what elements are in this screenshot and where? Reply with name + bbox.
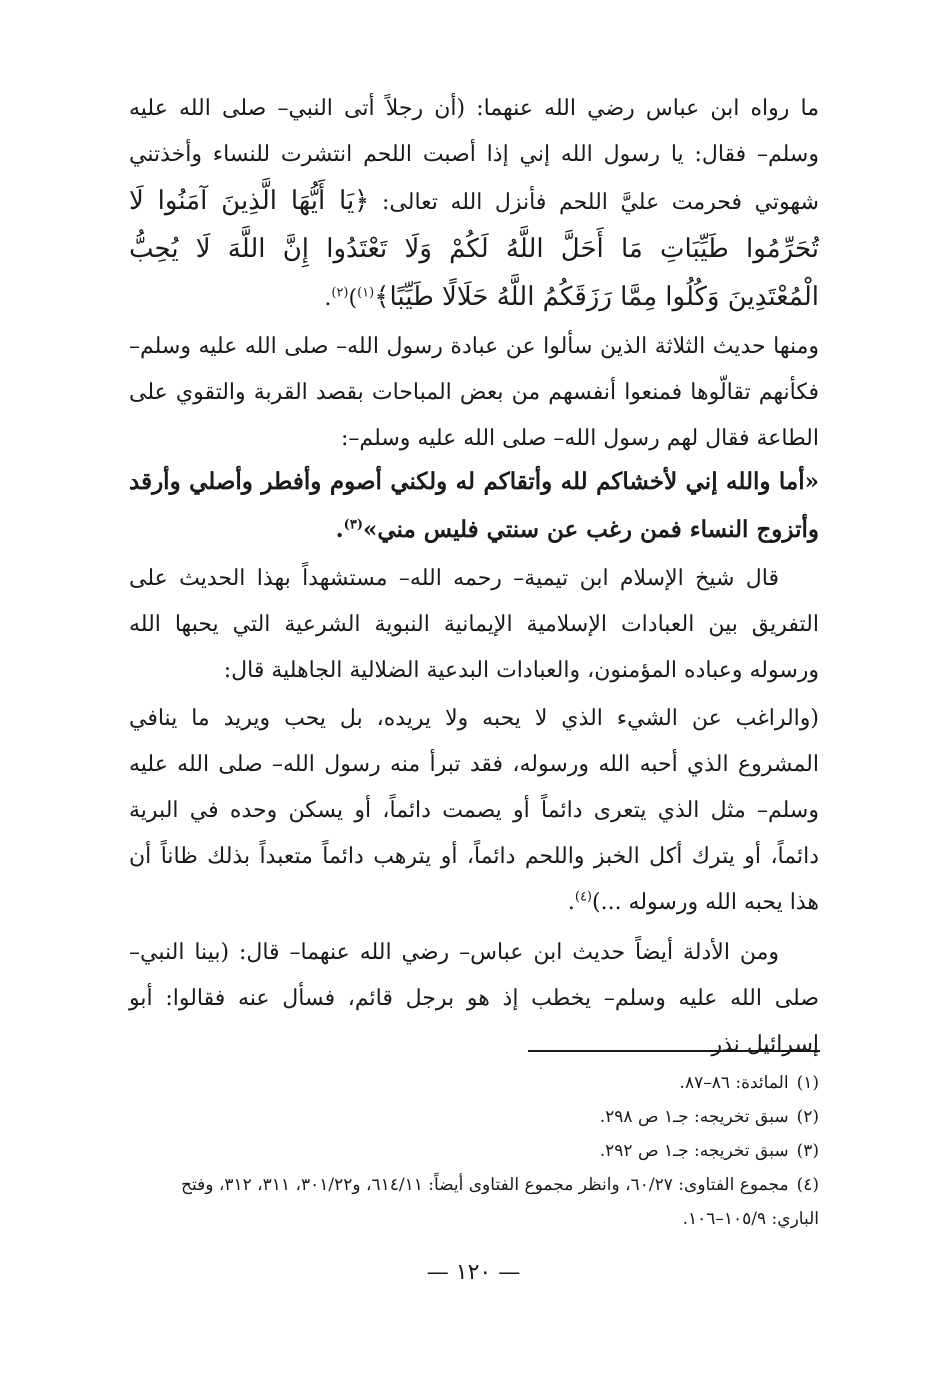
- footnote-text: سبق تخريجه: جـ١ ص ٢٩٨.: [599, 1107, 789, 1127]
- footnote-separator: [528, 1050, 820, 1052]
- footnote-ref-2: (٢): [331, 285, 349, 301]
- page-number: — ١٢٠ —: [426, 1260, 521, 1285]
- footnote-item: [129, 1100, 819, 1134]
- footnote-number: (٣): [796, 1141, 819, 1161]
- paragraph-1-intro: ما رواه ابن عباس رضي الله عنهما: (أن رجلاً أتى النبي– صلى الله عليه وسلم– فقال: يا رسول الله إني إذا أصبت اللحم انتشرت للنساء وأخذتني شهوتي فحرمت عليَّ اللحم فأنزل الله تعالى:: [129, 96, 820, 215]
- footnote-ref-4: (٤): [574, 889, 592, 905]
- paragraph-4-end: .: [567, 890, 575, 915]
- hadith-quote: [129, 458, 819, 554]
- quran-verse: ﴿يَا أَيُّهَا الَّذِينَ آمَنُوا لَا تُحَرِّمُوا طَيِّبَاتِ مَا أَحَلَّ اللَّهُ لَكُمْ وَلَا تَعْتَدُوا إِنَّ اللَّهَ لَا يُحِبُّ الْمُعْتَدِينَ وَكُلُوا مِمَّا رَزَقَكُمُ اللَّهُ حَلَالًا طَيِّبًا﴾: [129, 186, 819, 312]
- paragraph-3: قال شيخ الإسلام ابن تيمية– رحمه الله– مستشهداً بهذا الحديث على التفريق بين العبادات الإسلامية الإيمانية النبوية الشرعية التي يحبها الله ورسوله وعباده المؤمنون، والعبادات البدعية الضلالية الجاهلية قال:: [129, 566, 819, 683]
- footnote-ref-1: (١): [357, 285, 375, 301]
- footnotes-list: [129, 1066, 819, 1236]
- footnote-text: المائدة: ٨٦–٨٧.: [679, 1073, 789, 1093]
- footnote-item: [129, 1168, 819, 1236]
- footnote-item: [129, 1066, 819, 1100]
- footnote-number: (٤): [796, 1175, 819, 1195]
- footnote-number: (١): [796, 1073, 819, 1093]
- paragraph-5: ومن الأدلة أيضاً حديث ابن عباس– رضي الله عنهما– قال: (بينا النبي– صلى الله عليه وسلم– يخطب إذ هو برجل قائم، فسأل عنه فقالوا: أبو إسرائيل نذر: [129, 940, 819, 1057]
- quote-close: ): [348, 286, 358, 311]
- footnote-item: [129, 1134, 819, 1168]
- footnote-number: (٢): [796, 1107, 819, 1127]
- footnote-text: سبق تخريجه: جـ١ ص ٢٩٢.: [599, 1141, 789, 1161]
- hadith-text: «أما والله إني لأخشاكم لله وأتقاكم له ولكني أصوم وأفطر وأصلي وأرقد وأتزوج النساء فمن رغب عن سنتي فليس مني»: [129, 468, 819, 543]
- paragraph-2: ومنها حديث الثلاثة الذين سألوا عن عبادة رسول الله– صلى الله عليه وسلم– فكأنهم تقالّوها فمنعوا أنفسهم من بعض المباحات بقصد القربة والتقوي على الطاعة فقال لهم رسول الله– صلى الله عليه وسلم–:: [129, 334, 819, 451]
- paragraph-4-text: (والراغب عن الشيء الذي لا يحبه ولا يريده، بل يحب ويريد ما ينافي المشروع الذي أحبه الله ورسوله، فقد تبرأ منه رسول الله– صلى الله عليه وسلم– مثل الذي يتعرى دائماً أو يصمت دائماً، أو يسكن وحده في البرية دائماً، أو يترك أكل الخبز واللحم دائماً، أو يترهب دائماً متعبداً بذلك ظاناً أن هذا يحبه الله ورسوله ...): [129, 706, 819, 915]
- footnote-ref-3: (٣): [343, 517, 363, 533]
- paragraph-1: [129, 86, 819, 322]
- hadith-end: .: [335, 516, 344, 543]
- footnote-text: مجموع الفتاوى: ٦٠/٢٧، وانظر مجموع الفتاوى أيضاً: ٦١٤/١١، و٣٠١/٢٢، ٣١١، ٣١٢، وفتح الباري: ١٠٥/٩–١٠٦.: [181, 1175, 819, 1229]
- paragraph-4: [129, 696, 819, 926]
- paragraph-1-end: .: [324, 286, 332, 311]
